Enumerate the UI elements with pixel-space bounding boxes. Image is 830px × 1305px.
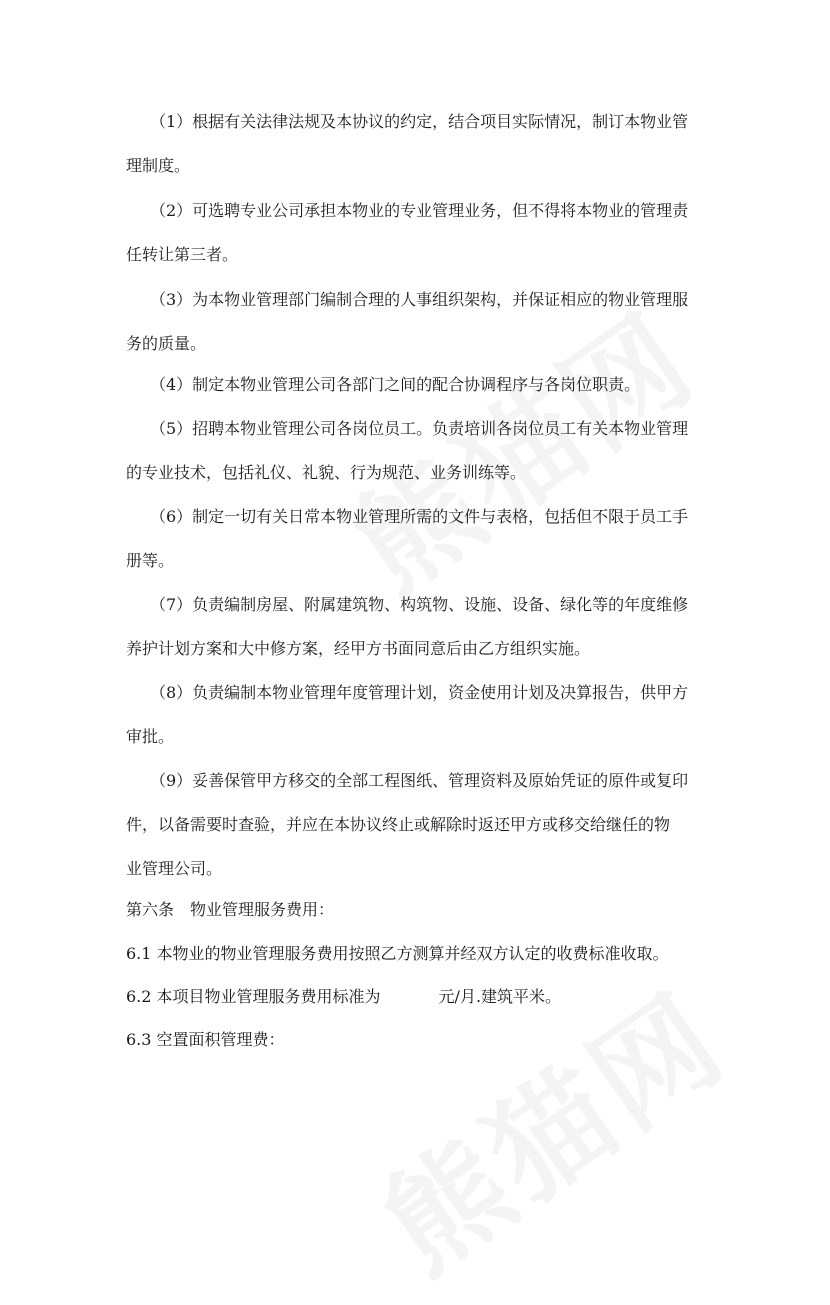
item-7-line-1: （7）负责编制房屋、附属建筑物、构筑物、设施、设备、绿化等的年度维修 <box>150 595 689 614</box>
item-6-line-2: 册等。 <box>126 551 175 570</box>
item-8-line-2: 审批。 <box>126 727 175 746</box>
item-6-line-1: （6）制定一切有关日常本物业管理所需的文件与表格，包括但不限于员工手 <box>150 507 689 526</box>
item-8-line-1: （8）负责编制本物业管理年度管理计划，资金使用计划及决算报告，供甲方 <box>150 683 689 702</box>
item-5-line-1: （5）招聘本物业管理公司各岗位员工。负责培训各岗位员工有关本物业管理 <box>150 419 689 438</box>
clause-6-1: 6.1 本物业的物业管理服务费用按照乙方测算并经双方认定的收费标准收取。 <box>126 944 669 963</box>
item-2-line-2: 任转让第三者。 <box>126 245 239 264</box>
item-1-line-1: （1）根据有关法律法规及本协议的约定，结合项目实际情况，制订本物业管 <box>150 112 689 131</box>
item-9-line-2: 件，以备需要时查验，并应在本协议终止或解除时返还甲方或移交给继任的物 <box>126 815 671 834</box>
item-9-line-1: （9）妥善保管甲方移交的全部工程图纸、管理资料及原始凭证的原件或复印 <box>150 771 689 790</box>
clause-6-3: 6.3 空置面积管理费： <box>126 1030 285 1049</box>
item-2-line-1: （2）可选聘专业公司承担本物业的专业管理业务，但不得将本物业的管理责 <box>150 201 689 220</box>
article-6-title: 第六条 物业管理服务费用： <box>126 900 335 919</box>
item-3-line-1: （3）为本物业管理部门编制合理的人事组织架构，并保证相应的物业管理服 <box>150 290 689 309</box>
item-3-line-2: 务的质量。 <box>126 334 207 353</box>
watermark <box>315 267 723 625</box>
item-5-line-2: 的专业技术，包括礼仪、礼貌、行为规范、业务训练等。 <box>126 463 527 482</box>
item-7-line-2: 养护计划方案和大中修方案，经甲方书面同意后由乙方组织实施。 <box>126 639 591 658</box>
item-4-line-1: （4）制定本物业管理公司各部门之间的配合协调程序与各岗位职责。 <box>150 375 641 394</box>
item-9-line-3: 业管理公司。 <box>126 859 223 878</box>
clause-6-2 <box>126 987 561 1007</box>
item-1-line-2: 理制度。 <box>126 156 191 175</box>
clause-6-2-unit: 元/月.建筑平米。 <box>438 987 562 1006</box>
clause-6-2-prefix: 6.2 本项目物业管理服务费用标准为 <box>126 987 381 1006</box>
